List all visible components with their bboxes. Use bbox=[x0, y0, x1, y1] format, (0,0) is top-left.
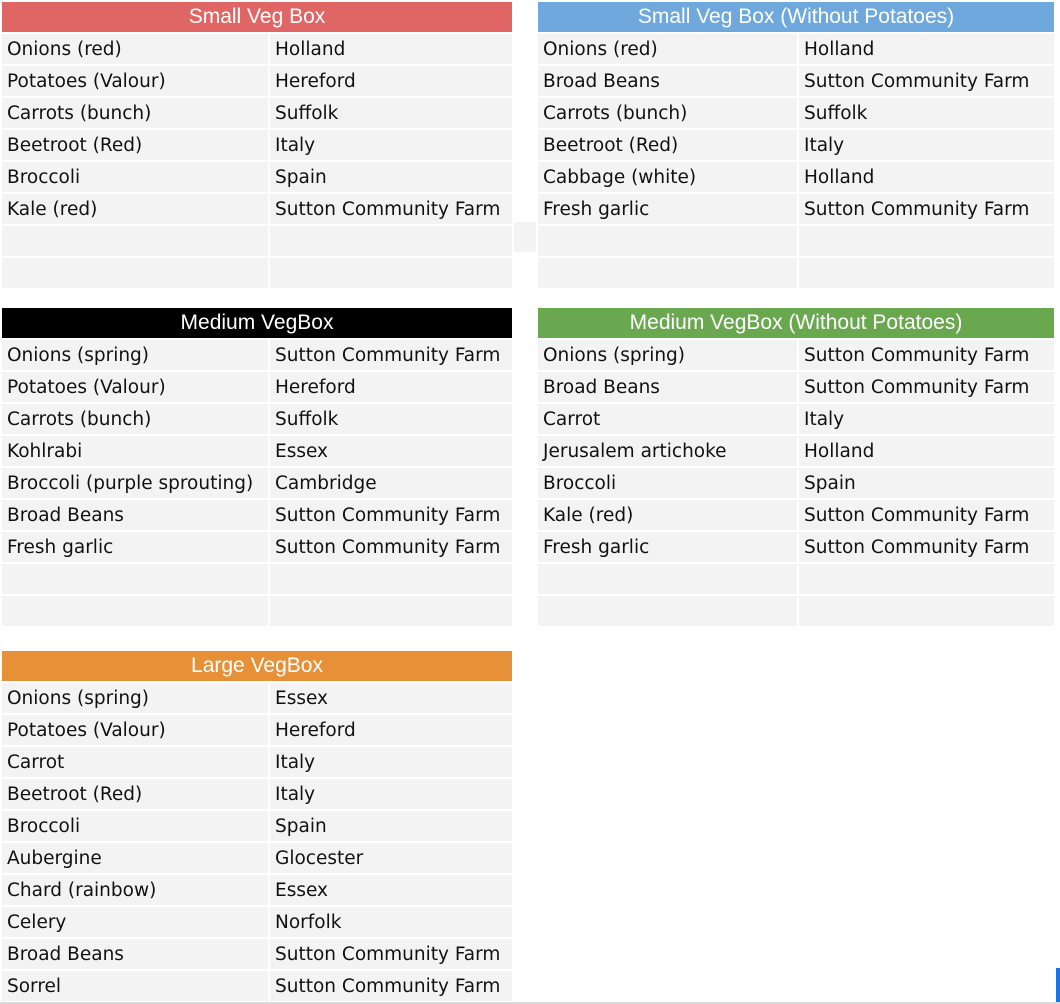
table-row bbox=[538, 338, 1054, 370]
small-veg-box-without-potatoes-title[interactable]: Small Veg Box (Without Potatoes) bbox=[538, 2, 1054, 32]
origin-cell[interactable]: Holland bbox=[797, 434, 1054, 466]
origin-cell[interactable]: Suffolk bbox=[797, 96, 1054, 128]
table-row bbox=[538, 402, 1054, 434]
large-vegbox-table bbox=[2, 681, 512, 1001]
item-cell[interactable]: Cabbage (white) bbox=[538, 160, 797, 192]
item-cell[interactable]: Aubergine bbox=[2, 841, 268, 873]
table-row bbox=[538, 498, 1054, 530]
origin-cell[interactable] bbox=[797, 562, 1054, 594]
table-row bbox=[538, 160, 1054, 192]
origin-cell[interactable]: Glocester bbox=[268, 841, 512, 873]
origin-cell[interactable]: Holland bbox=[797, 32, 1054, 64]
item-cell[interactable]: Broad Beans bbox=[2, 498, 268, 530]
table-row bbox=[2, 873, 512, 905]
item-cell[interactable]: Carrot bbox=[538, 402, 797, 434]
origin-cell[interactable]: Holland bbox=[268, 32, 512, 64]
table-row bbox=[538, 466, 1054, 498]
empty-gap-cell[interactable] bbox=[514, 222, 536, 252]
item-cell[interactable]: Potatoes (Valour) bbox=[2, 64, 268, 96]
item-cell[interactable]: Kale (red) bbox=[2, 192, 268, 224]
item-cell[interactable]: Beetroot (Red) bbox=[538, 128, 797, 160]
origin-cell[interactable]: Sutton Community Farm bbox=[797, 338, 1054, 370]
origin-cell[interactable]: Norfolk bbox=[268, 905, 512, 937]
table-row bbox=[2, 562, 512, 594]
table-row bbox=[2, 160, 512, 192]
table-row bbox=[538, 32, 1054, 64]
origin-cell[interactable]: Italy bbox=[268, 777, 512, 809]
origin-cell[interactable]: Hereford bbox=[268, 713, 512, 745]
origin-cell[interactable]: Cambridge bbox=[268, 466, 512, 498]
origin-cell[interactable]: Italy bbox=[797, 128, 1054, 160]
item-cell[interactable]: Broccoli (purple sprouting) bbox=[2, 466, 268, 498]
origin-cell[interactable]: Spain bbox=[797, 466, 1054, 498]
item-cell[interactable]: Beetroot (Red) bbox=[2, 128, 268, 160]
medium-vegbox bbox=[2, 308, 512, 626]
item-cell[interactable]: Fresh garlic bbox=[538, 192, 797, 224]
origin-cell[interactable]: Essex bbox=[268, 681, 512, 713]
origin-cell[interactable]: Spain bbox=[268, 160, 512, 192]
table-row bbox=[538, 256, 1054, 288]
origin-cell[interactable]: Sutton Community Farm bbox=[268, 338, 512, 370]
table-row bbox=[2, 937, 512, 969]
table-row bbox=[2, 434, 512, 466]
table-row bbox=[538, 224, 1054, 256]
origin-cell[interactable] bbox=[268, 562, 512, 594]
table-row bbox=[538, 562, 1054, 594]
item-cell[interactable]: Potatoes (Valour) bbox=[2, 370, 268, 402]
medium-vegbox-without-potatoes bbox=[538, 308, 1054, 626]
origin-cell[interactable]: Spain bbox=[268, 809, 512, 841]
medium-vegbox-without-potatoes-table bbox=[538, 338, 1054, 626]
table-row bbox=[2, 713, 512, 745]
origin-cell[interactable] bbox=[797, 224, 1054, 256]
table-row bbox=[538, 434, 1054, 466]
table-row bbox=[538, 64, 1054, 96]
item-cell[interactable]: Broccoli bbox=[2, 809, 268, 841]
item-cell[interactable]: Broccoli bbox=[538, 466, 797, 498]
item-cell[interactable]: Carrots (bunch) bbox=[538, 96, 797, 128]
table-row bbox=[2, 224, 512, 256]
small-veg-box-title[interactable]: Small Veg Box bbox=[2, 2, 512, 32]
origin-cell[interactable]: Essex bbox=[268, 434, 512, 466]
item-cell[interactable]: Carrots (bunch) bbox=[2, 402, 268, 434]
origin-cell[interactable] bbox=[797, 594, 1054, 626]
item-cell[interactable] bbox=[2, 256, 268, 288]
origin-cell[interactable]: Holland bbox=[797, 160, 1054, 192]
table-row bbox=[2, 256, 512, 288]
origin-cell[interactable]: Sutton Community Farm bbox=[268, 498, 512, 530]
table-row bbox=[2, 681, 512, 713]
table-row bbox=[2, 777, 512, 809]
origin-cell[interactable]: Sutton Community Farm bbox=[268, 969, 512, 1001]
origin-cell[interactable]: Hereford bbox=[268, 370, 512, 402]
table-row bbox=[2, 969, 512, 1001]
origin-cell[interactable]: Suffolk bbox=[268, 96, 512, 128]
origin-cell[interactable]: Sutton Community Farm bbox=[268, 192, 512, 224]
origin-cell[interactable]: Sutton Community Farm bbox=[797, 64, 1054, 96]
item-cell[interactable]: Onions (red) bbox=[2, 32, 268, 64]
item-cell[interactable]: Chard (rainbow) bbox=[2, 873, 268, 905]
table-row bbox=[538, 594, 1054, 626]
table-row bbox=[2, 402, 512, 434]
table-row bbox=[2, 841, 512, 873]
origin-cell[interactable]: Italy bbox=[268, 128, 512, 160]
table-row bbox=[2, 498, 512, 530]
origin-cell[interactable]: Italy bbox=[268, 745, 512, 777]
origin-cell[interactable]: Sutton Community Farm bbox=[268, 530, 512, 562]
item-cell[interactable]: Broad Beans bbox=[538, 64, 797, 96]
origin-cell[interactable]: Sutton Community Farm bbox=[797, 498, 1054, 530]
origin-cell[interactable] bbox=[268, 594, 512, 626]
table-row bbox=[538, 192, 1054, 224]
item-cell[interactable]: Fresh garlic bbox=[538, 530, 797, 562]
item-cell[interactable]: Broad Beans bbox=[538, 370, 797, 402]
table-row bbox=[2, 809, 512, 841]
item-cell[interactable]: Kale (red) bbox=[538, 498, 797, 530]
origin-cell[interactable]: Suffolk bbox=[268, 402, 512, 434]
table-row bbox=[2, 64, 512, 96]
item-cell[interactable]: Onions (spring) bbox=[2, 338, 268, 370]
origin-cell[interactable]: Sutton Community Farm bbox=[797, 192, 1054, 224]
small-veg-box bbox=[2, 2, 512, 288]
large-vegbox-title[interactable]: Large VegBox bbox=[2, 651, 512, 681]
medium-vegbox-table bbox=[2, 338, 512, 626]
item-cell[interactable]: Celery bbox=[2, 905, 268, 937]
item-cell[interactable]: Potatoes (Valour) bbox=[2, 713, 268, 745]
item-cell[interactable]: Fresh garlic bbox=[2, 530, 268, 562]
item-cell[interactable] bbox=[2, 224, 268, 256]
table-row bbox=[2, 192, 512, 224]
table-row bbox=[2, 905, 512, 937]
table-row bbox=[2, 338, 512, 370]
table-row bbox=[2, 466, 512, 498]
table-row bbox=[2, 96, 512, 128]
item-cell[interactable]: Broad Beans bbox=[2, 937, 268, 969]
table-row bbox=[2, 530, 512, 562]
medium-vegbox-without-potatoes-title[interactable]: Medium VegBox (Without Potatoes) bbox=[538, 308, 1054, 338]
item-cell[interactable] bbox=[538, 256, 797, 288]
item-cell[interactable] bbox=[2, 594, 268, 626]
table-row bbox=[2, 370, 512, 402]
origin-cell[interactable]: Italy bbox=[797, 402, 1054, 434]
item-cell[interactable] bbox=[538, 562, 797, 594]
small-veg-box-without-potatoes-table bbox=[538, 32, 1054, 288]
table-row bbox=[2, 32, 512, 64]
item-cell[interactable] bbox=[538, 594, 797, 626]
scrollbar-handle[interactable] bbox=[1056, 968, 1060, 1002]
table-row bbox=[538, 128, 1054, 160]
item-cell[interactable]: Broccoli bbox=[2, 160, 268, 192]
table-row bbox=[538, 96, 1054, 128]
item-cell[interactable]: Carrots (bunch) bbox=[2, 96, 268, 128]
origin-cell[interactable]: Sutton Community Farm bbox=[797, 530, 1054, 562]
small-veg-box-table bbox=[2, 32, 512, 288]
table-row bbox=[538, 530, 1054, 562]
item-cell[interactable] bbox=[538, 224, 797, 256]
origin-cell[interactable] bbox=[797, 256, 1054, 288]
origin-cell[interactable] bbox=[268, 224, 512, 256]
large-vegbox bbox=[2, 651, 512, 1001]
item-cell[interactable]: Carrot bbox=[2, 745, 268, 777]
table-row bbox=[538, 370, 1054, 402]
item-cell[interactable] bbox=[2, 562, 268, 594]
item-cell[interactable]: Kohlrabi bbox=[2, 434, 268, 466]
origin-cell[interactable]: Essex bbox=[268, 873, 512, 905]
item-cell[interactable]: Beetroot (Red) bbox=[2, 777, 268, 809]
small-veg-box-without-potatoes bbox=[538, 2, 1054, 288]
origin-cell[interactable] bbox=[268, 256, 512, 288]
origin-cell[interactable]: Hereford bbox=[268, 64, 512, 96]
item-cell[interactable]: Onions (spring) bbox=[2, 681, 268, 713]
item-cell[interactable]: Jerusalem artichoke bbox=[538, 434, 797, 466]
table-row bbox=[2, 745, 512, 777]
origin-cell[interactable]: Sutton Community Farm bbox=[797, 370, 1054, 402]
table-row bbox=[2, 594, 512, 626]
medium-vegbox-title[interactable]: Medium VegBox bbox=[2, 308, 512, 338]
table-row bbox=[2, 128, 512, 160]
item-cell[interactable]: Sorrel bbox=[2, 969, 268, 1001]
item-cell[interactable]: Onions (red) bbox=[538, 32, 797, 64]
item-cell[interactable]: Onions (spring) bbox=[538, 338, 797, 370]
origin-cell[interactable]: Sutton Community Farm bbox=[268, 937, 512, 969]
